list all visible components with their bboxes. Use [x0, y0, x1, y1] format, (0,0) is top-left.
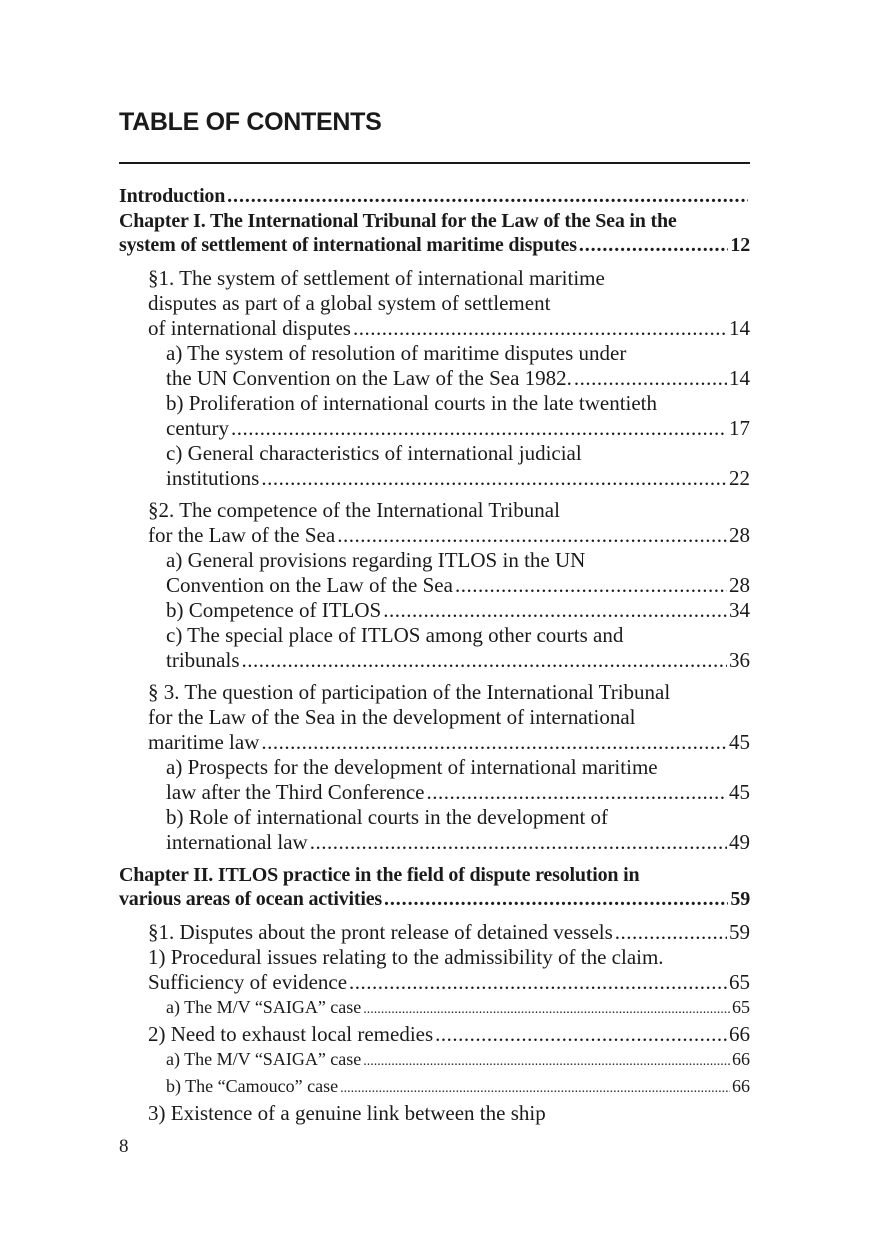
toc-entry-text: the UN Convention on the Law of the Sea 1982. — [166, 365, 572, 390]
toc-entry-text: Chapter II. ITLOS practice in the field of dispute resolution in — [119, 863, 640, 886]
toc-entry-text: law after the Third Conference — [166, 779, 425, 804]
toc-entry-introduction[interactable] — [119, 184, 750, 209]
dot-leader — [261, 466, 727, 491]
toc-entry-text: disputes as part of a global system of settlement — [148, 290, 551, 315]
toc-entry-text: 2) Need to exhaust local remedies — [148, 1021, 434, 1046]
toc-entry-text: a) The M/V “SAIGA” case — [166, 1048, 362, 1069]
toc-entry-text: for the Law of the Sea in the development of international — [148, 704, 636, 729]
toc-page-number: 66 — [732, 1048, 750, 1069]
toc-entry-chapter-1[interactable] — [119, 209, 750, 258]
dot-leader — [427, 780, 728, 805]
page-number: 8 — [119, 1136, 129, 1157]
toc-entry-text: a) The system of resolution of maritime disputes under — [166, 340, 627, 365]
dot-leader — [242, 648, 728, 673]
dot-leader — [435, 1022, 727, 1047]
toc-page-number: 22 — [729, 465, 750, 490]
toc-entry-ch2-s1-2[interactable] — [119, 1022, 750, 1047]
toc-entry-text: § 3. The question of participation of the International Tribunal — [148, 679, 671, 704]
toc-entry-text: for the Law of the Sea — [148, 522, 336, 547]
toc-page-number: 66 — [732, 1075, 750, 1096]
dot-leader — [384, 887, 728, 912]
toc-entry-chapter-2[interactable] — [119, 863, 750, 912]
toc-entry-ch1-section-1[interactable] — [119, 266, 750, 341]
dot-leader — [337, 523, 727, 548]
dot-leader — [349, 970, 727, 995]
toc-page-number: 36 — [729, 647, 750, 672]
toc-entry-ch1-s1-c[interactable] — [119, 441, 750, 491]
title-divider — [119, 162, 750, 164]
toc-entry-ch2-s1-3[interactable] — [119, 1101, 750, 1126]
toc-page-number: 59 — [729, 919, 750, 944]
toc-entry-text: c) The special place of ITLOS among other courts and — [166, 622, 624, 647]
toc-page-number: 66 — [729, 1021, 750, 1046]
toc-page-number: 12 — [730, 234, 750, 256]
toc-entry-ch2-section-1[interactable] — [119, 920, 750, 945]
dot-leader — [363, 1047, 730, 1074]
dot-leader — [261, 730, 727, 755]
toc-entry-text: 1) Procedural issues relating to the admissibility of the claim. — [148, 944, 664, 969]
toc-entry-text: system of settlement of international maritime disputes — [119, 234, 577, 256]
toc-entry-text: a) Prospects for the development of international maritime — [166, 754, 658, 779]
dot-leader — [340, 1074, 730, 1101]
toc-page-number: 45 — [729, 729, 750, 754]
toc-page-number: 17 — [729, 415, 750, 440]
toc-entry-text: §1. Disputes about the pront release of detained vessels — [148, 919, 613, 944]
table-of-contents — [119, 184, 750, 1126]
dot-leader — [353, 316, 727, 341]
toc-entry-text: b) Role of international courts in the development of — [166, 804, 609, 829]
toc-page-number: 65 — [732, 996, 750, 1017]
toc-entry-ch1-s1-b[interactable] — [119, 391, 750, 441]
toc-entry-text: 3) Existence of a genuine link between the ship — [148, 1100, 546, 1125]
page-title: TABLE OF CONTENTS — [119, 108, 382, 136]
dot-leader — [231, 416, 727, 441]
toc-entry-ch1-s3-b[interactable] — [119, 805, 750, 855]
toc-entry-text: century — [166, 415, 229, 440]
toc-entry-text: §1. The system of settlement of international maritime — [148, 265, 605, 290]
toc-entry-ch2-s1-1-a[interactable] — [119, 995, 750, 1022]
toc-entry-text: institutions — [166, 465, 260, 490]
toc-entry-text: a) The M/V “SAIGA” case — [166, 996, 362, 1017]
toc-entry-text: Introduction — [119, 185, 226, 207]
toc-entry-text: b) Proliferation of international courts in the late twentieth — [166, 390, 658, 415]
toc-entry-text: Sufficiency of evidence — [148, 969, 348, 994]
toc-entry-text: of international disputes — [148, 315, 351, 340]
toc-entry-ch1-s2-b[interactable] — [119, 598, 750, 623]
toc-entry-ch1-section-3[interactable] — [119, 680, 750, 755]
toc-page-number: 28 — [729, 572, 750, 597]
toc-entry-ch2-s1-2-a[interactable] — [119, 1047, 750, 1074]
toc-page-number: 65 — [729, 969, 750, 994]
toc-entry-text: various areas of ocean activities — [119, 888, 382, 910]
toc-entry-ch1-s2-a[interactable] — [119, 548, 750, 598]
toc-page-number: 49 — [729, 829, 750, 854]
toc-entry-text: c) General characteristics of international judicial — [166, 440, 582, 465]
toc-entry-text: Chapter I. The International Tribunal for the Law of the Sea in the — [119, 209, 677, 232]
toc-entry-text: b) The “Camouco” case — [166, 1075, 339, 1096]
dot-leader — [579, 233, 729, 258]
dot-leader — [383, 598, 727, 623]
toc-entry-text: tribunals — [166, 647, 240, 672]
toc-entry-text: b) Competence of ITLOS — [166, 597, 382, 622]
toc-entry-ch2-s1-2-b[interactable] — [119, 1074, 750, 1101]
toc-entry-text: Convention on the Law of the Sea — [166, 572, 453, 597]
dot-leader — [227, 184, 748, 209]
toc-entry-text: §2. The competence of the International Tribunal — [148, 497, 560, 522]
dot-leader — [363, 995, 730, 1022]
toc-entry-ch2-s1-1[interactable] — [119, 945, 750, 995]
toc-page-number: 14 — [729, 365, 750, 390]
dot-leader — [455, 573, 727, 598]
toc-page-number: 59 — [730, 888, 750, 910]
toc-page-number: 28 — [729, 522, 750, 547]
toc-entry-text: international law — [166, 829, 308, 854]
toc-entry-ch1-s3-a[interactable] — [119, 755, 750, 805]
toc-page-number: 45 — [729, 779, 750, 804]
toc-entry-text: a) General provisions regarding ITLOS in the UN — [166, 547, 586, 572]
toc-entry-ch1-section-2[interactable] — [119, 498, 750, 548]
toc-entry-text: maritime law — [148, 729, 260, 754]
toc-page-number: 34 — [729, 597, 750, 622]
toc-entry-ch1-s2-c[interactable] — [119, 623, 750, 673]
toc-page-number: 14 — [729, 315, 750, 340]
toc-entry-ch1-s1-a[interactable] — [119, 341, 750, 391]
dot-leader — [310, 830, 727, 855]
dot-leader — [615, 920, 727, 945]
dot-leader — [574, 366, 727, 391]
